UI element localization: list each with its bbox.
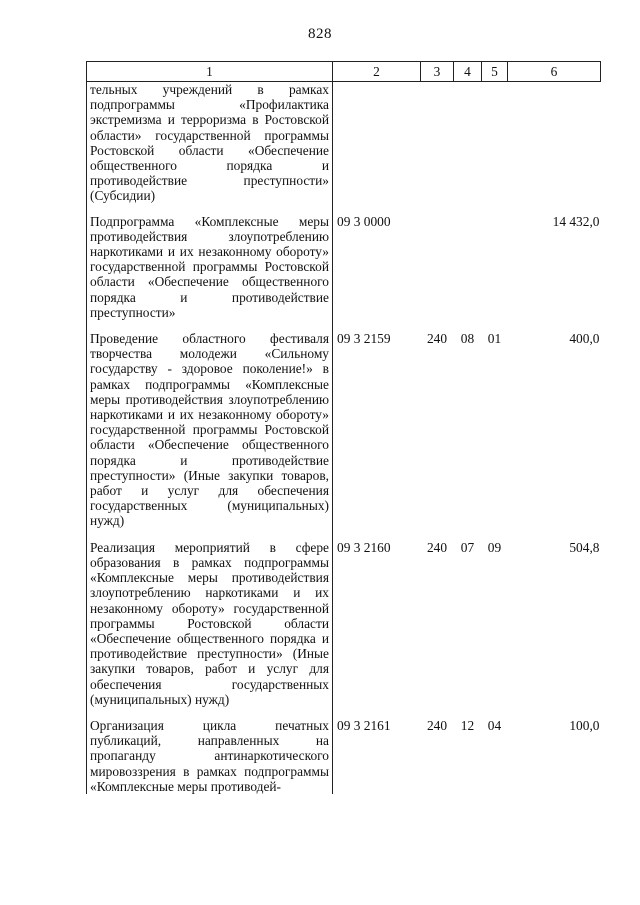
- row-name: Проведение областного фестиваля творчества молодежи «Сильному государству - здоровое поколение!» в рамках подпрограммы «Комплексные меры противодействия злоупотреблению наркотиками и их незаконному обороту» государственной программы Ростовской области «Обеспечение общественного порядка и противодействие преступности» (Иные закупки товаров, работ и услуг для обеспечения государственных (муниципальных) нужд): [87, 331, 333, 540]
- table-header: [87, 62, 601, 82]
- row-amount: 400,0: [569, 331, 600, 347]
- row-amount: 504,8: [569, 539, 600, 555]
- page-number: 828: [308, 26, 332, 42]
- row-section: [454, 82, 482, 214]
- table-row: [87, 214, 601, 331]
- header-col-4: 4: [454, 62, 482, 82]
- header-col-5: 5: [482, 62, 508, 82]
- row-expense-type: 240: [426, 331, 448, 347]
- row-target-code: 09 3 2160: [337, 539, 391, 555]
- row-section: 07: [460, 539, 475, 555]
- row-amount: 14 432,0: [552, 213, 600, 229]
- header-col-2: 2: [333, 62, 421, 82]
- header-col-1: 1: [87, 62, 333, 82]
- row-subsection: [482, 214, 508, 331]
- row-subsection: 04: [487, 717, 502, 733]
- row-amount: [508, 82, 601, 214]
- row-section: 08: [460, 331, 475, 347]
- row-target-code: 09 3 0000: [337, 213, 391, 229]
- row-subsection: 09: [487, 539, 502, 555]
- row-target-code: 09 3 2159: [337, 331, 391, 347]
- row-target-code: [333, 82, 421, 214]
- row-amount: 100,0: [569, 717, 600, 733]
- row-target-code: 09 3 2161: [337, 717, 391, 733]
- table-row: [87, 331, 601, 540]
- row-expense-type: 240: [426, 539, 448, 555]
- row-section: 12: [460, 717, 475, 733]
- header-col-6: 6: [508, 62, 601, 82]
- row-expense-type: 240: [426, 717, 448, 733]
- table-row: [87, 540, 601, 718]
- row-section: [454, 214, 482, 331]
- row-expense-type: [421, 82, 454, 214]
- row-name: Подпрограмма «Комплексные меры противодействия злоупотреблению наркотиками и их незаконному обороту» государственной программы Ростовской области «Обеспечение общественного порядка и противодействие преступности»: [87, 214, 333, 331]
- budget-table: [86, 61, 601, 794]
- table-row: [87, 82, 601, 214]
- row-subsection: [482, 82, 508, 214]
- row-expense-type: [421, 214, 454, 331]
- row-name: тельных учреждений в рамках подпрограммы «Профилактика экстремизма и терроризма в Ростовской области» государственной программы Ростовской области «Обеспечение общественного порядка и противодействие преступности» (Субсидии): [87, 82, 333, 214]
- row-name: Реализация мероприятий в сфере образования в рамках подпрограммы «Комплексные меры противодействия злоупотреблению наркотиками и их незаконному обороту» государственной программы Ростовской области «Обеспечение общественного порядка и противодействие преступности» (Иные закупки товаров, работ и услуг для обеспечения государственных (муниципальных) нужд): [87, 540, 333, 718]
- table-row: [87, 718, 601, 794]
- row-name: Организация цикла печатных публикаций, направленных на пропаганду антинаркотического мировоззрения в рамках подпрограммы «Комплексные меры противодей-: [87, 718, 333, 794]
- row-subsection: 01: [487, 331, 502, 347]
- header-col-3: 3: [421, 62, 454, 82]
